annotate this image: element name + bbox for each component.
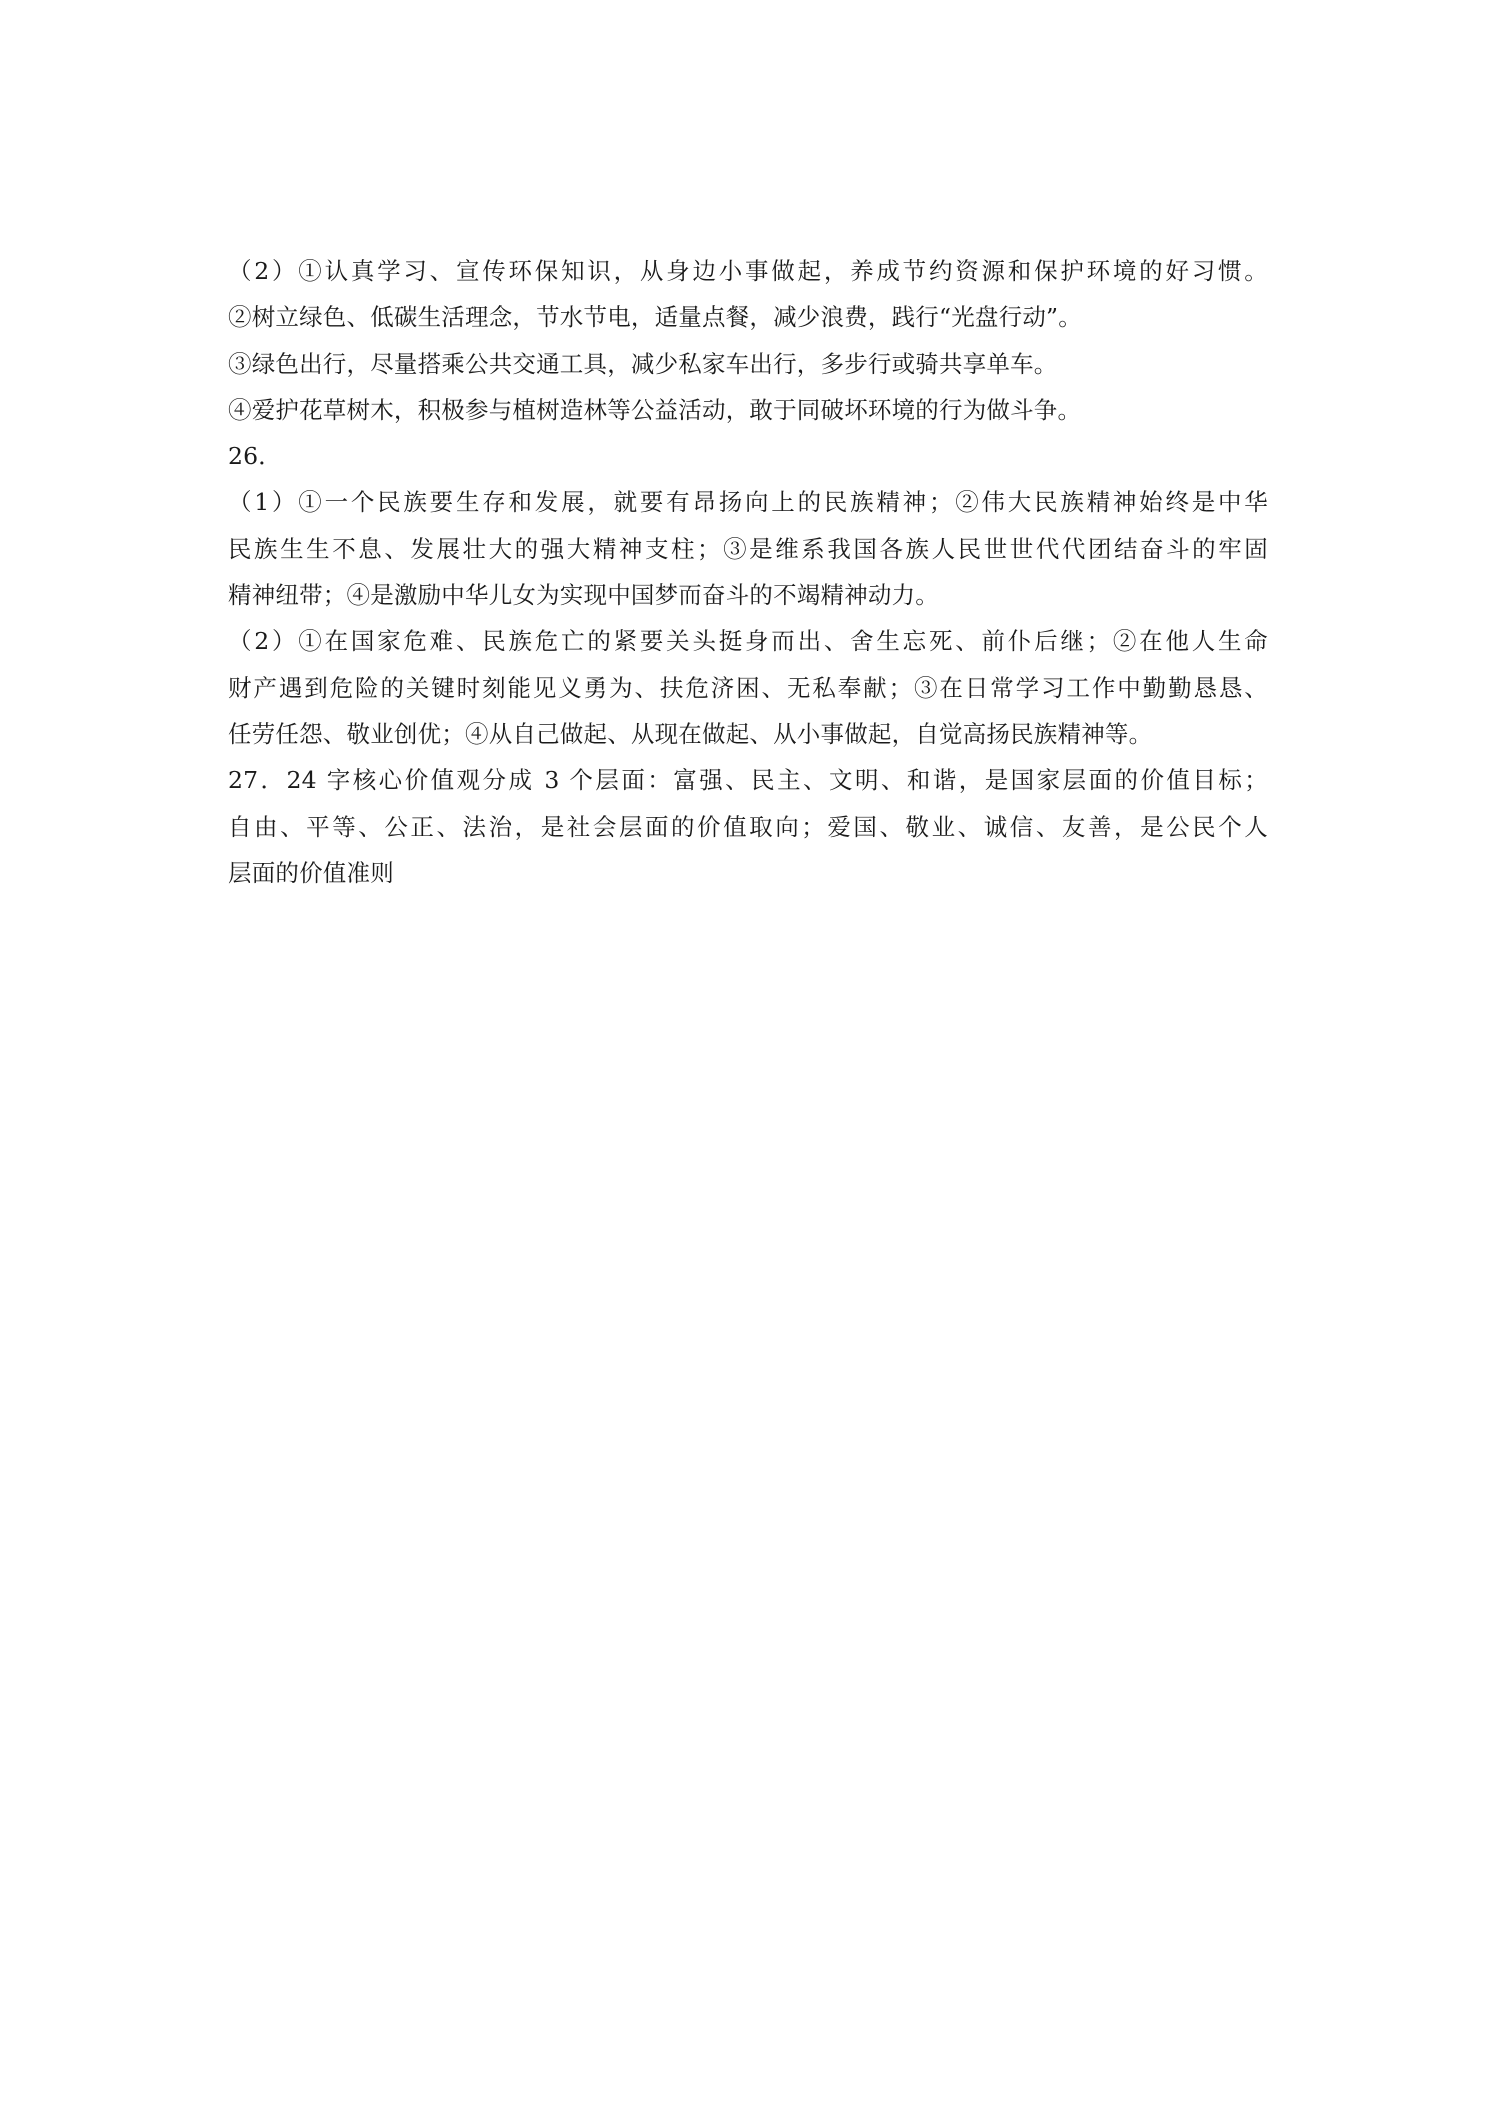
answer-26-1-line-2: 民族生生不息、发展壮大的强大精神支柱；③是维系我国各族人民世世代代团结奋斗的牢固 [228,534,1268,563]
answer-27-line-1: 27．24 字核心价值观分成 3 个层面：富强、民主、文明、和谐，是国家层面的价值目标； [228,766,1268,795]
answer-27-line-3: 层面的价值准则 [228,858,394,887]
answer-25-2-line-2: ②树立绿色、低碳生活理念，节水节电，适量点餐，减少浪费，践行“光盘行动”。 [228,303,1082,332]
answer-26-1-line-3: 精神纽带；④是激励中华儿女为实现中国梦而奋斗的不竭精神动力。 [228,581,939,610]
answer-26-2-line-1: （2）①在国家危难、民族危亡的紧要关头挺身而出、舍生忘死、前仆后继；②在他人生命 [228,627,1268,656]
answer-27-line-2: 自由、平等、公正、法治，是社会层面的价值取向；爱国、敬业、诚信、友善，是公民个人 [228,812,1268,841]
answer-25-2-line-1: （2）①认真学习、宣传环保知识，从身边小事做起，养成节约资源和保护环境的好习惯。 [228,257,1268,285]
answer-25-2-line-3: ③绿色出行，尽量搭乘公共交通工具，减少私家车出行，多步行或骑共享单车。 [228,349,1058,378]
answer-text-block [228,248,1268,896]
answer-25-2-line-4: ④爱护花草树木，积极参与植树造林等公益活动，敢于同破坏环境的行为做斗争。 [228,395,1082,424]
answer-26-1-line-1: （1）①一个民族要生存和发展，就要有昂扬向上的民族精神；②伟大民族精神始终是中华 [228,488,1268,517]
answer-26-2-line-2: 财产遇到危险的关键时刻能见义勇为、扶危济困、无私奉献；③在日常学习工作中勤勤恳恳、 [228,673,1268,702]
question-26-number: 26． [228,442,283,471]
answer-26-2-line-3: 任劳任怨、敬业创优；④从自己做起、从现在做起、从小事做起，自觉高扬民族精神等。 [228,719,1153,748]
